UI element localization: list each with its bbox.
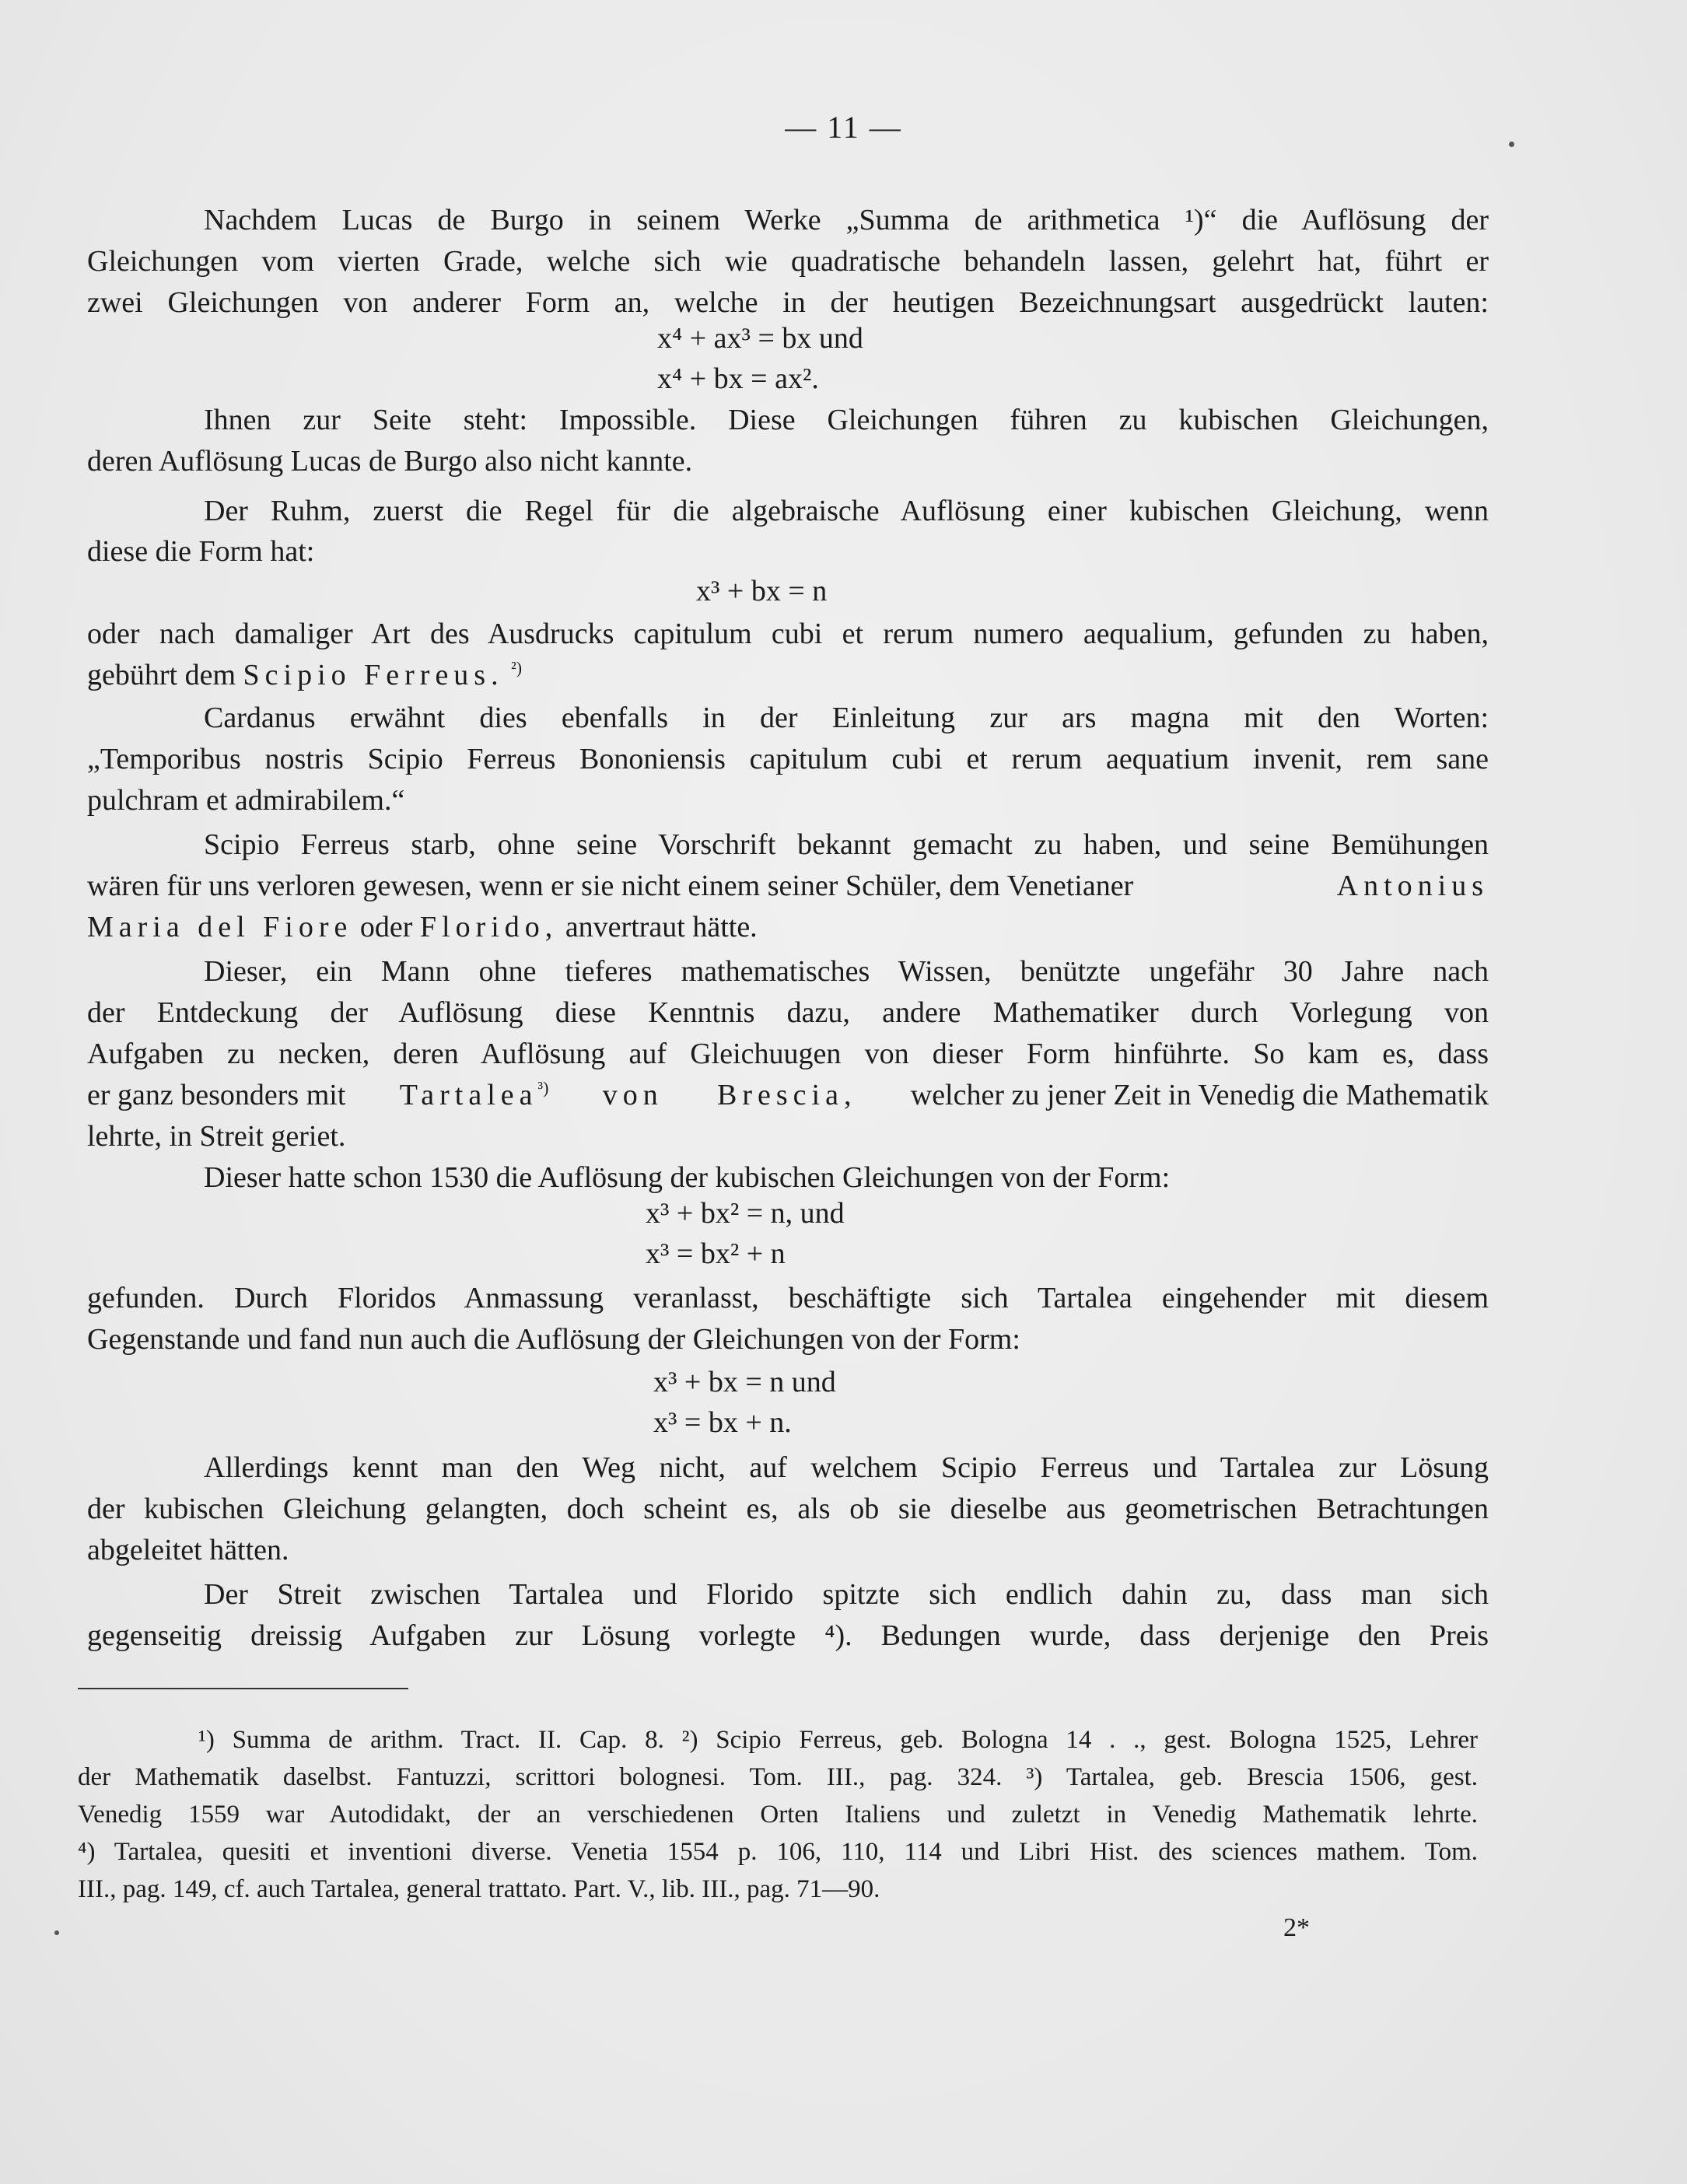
footnote-marker: ²) xyxy=(511,658,523,677)
spaced-name: Antonius xyxy=(1336,870,1489,902)
text-line: lehrte, in Streit geriet. xyxy=(87,1120,346,1153)
text-line: gefunden. Durch Floridos Anmassung veranlasst, beschäftigte sich Tartalea eingehender mit diesem xyxy=(87,1282,1489,1314)
formula: x³ = bx + n. xyxy=(653,1406,792,1439)
text-line: zwei Gleichungen von anderer Form an, welche in der heutigen Bezeichnungsart ausgedrückt lauten: xyxy=(87,286,1489,319)
spaced-name: Brescia, xyxy=(717,1079,857,1111)
text-line xyxy=(87,656,1489,695)
inline-text: oder xyxy=(359,911,413,943)
text-line: Allerdings kennt man den Weg nicht, auf welchem Scipio Ferreus und Tartalea zur Lösung xyxy=(204,1451,1489,1484)
footnote-line: Venedig 1559 war Autodidakt, der an verschiedenen Orten Italiens und zuletzt in Venedig Mathematik lehrte. xyxy=(78,1801,1478,1829)
text-line: abgeleitet hätten. xyxy=(87,1534,289,1566)
text-line: deren Auflösung Lucas de Burgo also nicht kannte. xyxy=(87,445,693,478)
spaced-name: Maria del Fiore xyxy=(87,911,353,943)
text-line: Dieser hatte schon 1530 die Auflösung der kubischen Gleichungen von der Form: xyxy=(204,1161,1171,1194)
text-line: Der Streit zwischen Tartalea und Florido spitzte sich endlich dahin zu, dass man sich xyxy=(204,1578,1489,1611)
page-number: — 11 — xyxy=(785,110,902,145)
text-line xyxy=(87,908,1489,947)
formula: x³ + bx = n und xyxy=(653,1366,836,1398)
text-line: der Entdeckung der Auflösung diese Kenntnis dazu, andere Mathematiker durch Vorlegung von xyxy=(87,996,1489,1029)
text-line: Dieser, ein Mann ohne tieferes mathematisches Wissen, benützte ungefähr 30 Jahre nach xyxy=(204,955,1489,988)
footnote-line: ¹) Summa de arithm. Tract. II. Cap. 8. ²) Scipio Ferreus, geb. Bologna 14 . ., gest. Bologna 1525, Lehrer xyxy=(198,1726,1478,1754)
text-line: der kubischen Gleichung gelangten, doch scheint es, als ob sie dieselbe aus geometrischen Betrachtungen xyxy=(87,1493,1489,1525)
spaced-name: Florido, xyxy=(419,911,558,943)
text-line xyxy=(87,866,1489,905)
inline-text: welcher zu jener Zeit in Venedig die Mathematik xyxy=(910,1079,1489,1111)
footnote-marker: ³) xyxy=(537,1078,549,1097)
formula: x³ + bx = n xyxy=(696,575,828,607)
print-speck xyxy=(54,1930,59,1935)
text-line: Aufgaben zu necken, deren Auflösung auf Gleichuugen von dieser Form hinführte. So kam es, dass xyxy=(87,1038,1489,1070)
spaced-name: Tartalea xyxy=(399,1079,538,1111)
spaced-name: von xyxy=(602,1079,663,1111)
footnote-rule xyxy=(78,1688,408,1689)
text-line: diese die Form hat: xyxy=(87,535,315,568)
text-line: Gegenstande und fand nun auch die Auflösung der Gleichungen von der Form: xyxy=(87,1323,1020,1356)
text-line: Cardanus erwähnt dies ebenfalls in der Einleitung zur ars magna mit den Worten: xyxy=(204,702,1489,734)
print-speck xyxy=(1509,142,1514,147)
text-line: pulchram et admirabilem.“ xyxy=(87,784,405,817)
formula: x⁴ + ax³ = bx und xyxy=(657,322,863,355)
text-line: Ihnen zur Seite steht: Impossible. Diese Gleichungen führen zu kubischen Gleichungen, xyxy=(204,404,1489,436)
formula: x⁴ + bx = ax². xyxy=(657,362,819,395)
inline-text: anvertraut hätte. xyxy=(565,911,758,943)
text-line: Der Ruhm, zuerst die Regel für die algebraische Auflösung einer kubischen Gleichung, wenn xyxy=(204,495,1489,527)
text-line: gegenseitig dreissig Aufgaben zur Lösung vorlegte ⁴). Bedungen wurde, dass derjenige den Preis xyxy=(87,1619,1489,1652)
text-line: Gleichungen vom vierten Grade, welche sich wie quadratische behandeln lassen, gelehrt hat, führt er xyxy=(87,245,1489,278)
footnote-line: ⁴) Tartalea, quesiti et inventioni diverse. Venetia 1554 p. 106, 110, 114 und Libri Hist. des sciences mathem. Tom. xyxy=(78,1838,1478,1866)
text-line: oder nach damaliger Art des Ausdrucks capitulum cubi et rerum numero aequalium, gefunden zu haben, xyxy=(87,618,1489,650)
formula: x³ = bx² + n xyxy=(646,1237,786,1270)
text-line xyxy=(87,1076,1489,1115)
inline-text: gebührt dem xyxy=(87,659,236,691)
inline-group xyxy=(400,1076,549,1115)
footnote-line: der Mathematik daselbst. Fantuzzi, scrittori bolognesi. Tom. III., pag. 324. ³) Tartalea, geb. Brescia 1506, gest. xyxy=(78,1763,1478,1791)
text-line: Scipio Ferreus starb, ohne seine Vorschrift bekannt gemacht zu haben, und seine Bemühungen xyxy=(204,828,1489,861)
inline-text: er ganz besonders mit xyxy=(87,1079,346,1111)
formula: x³ + bx² = n, und xyxy=(646,1197,845,1230)
spaced-name: Scipio Ferreus. xyxy=(243,659,504,691)
signature-mark: 2* xyxy=(1283,1913,1310,1942)
text-line: Nachdem Lucas de Burgo in seinem Werke „Summa de arithmetica ¹)“ die Auflösung der xyxy=(204,204,1489,236)
text-line: „Temporibus nostris Scipio Ferreus Bononiensis capitulum cubi et rerum aequatium invenit, rem sane xyxy=(87,743,1489,775)
footnote-line: III., pag. 149, cf. auch Tartalea, general trattato. Part. V., lib. III., pag. 71—90. xyxy=(78,1875,880,1903)
inline-text: wären für uns verloren gewesen, wenn er sie nicht einem seiner Schüler, dem Venetianer xyxy=(87,870,1134,902)
